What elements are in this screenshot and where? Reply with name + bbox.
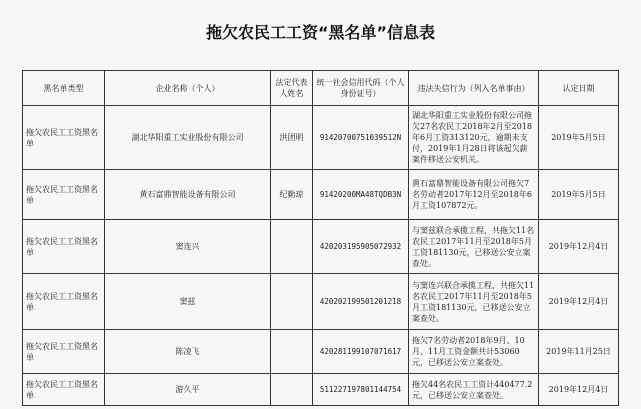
cell-legal-rep: [271, 330, 313, 374]
header-reason: 违法失信行为（列入名单事由）: [409, 71, 539, 106]
cell-type: 拖欠农民工工资黑名单: [23, 330, 105, 374]
table-row: [23, 106, 619, 170]
cell-legal-rep: 洪团明: [271, 106, 313, 170]
header-company: 企业名称（个人）: [105, 71, 271, 106]
cell-credit-code: 91420700751039512N: [313, 106, 409, 170]
header-date: 认定日期: [539, 71, 619, 106]
cell-reason: 与窦兹联合承揽工程，共拖欠11名农民工2017年11月至2018年5月工资181130元，已移送公安立案查处。: [409, 220, 539, 274]
table-row: [23, 330, 619, 374]
cell-date: 2019年12月4日: [539, 274, 619, 330]
cell-company: 黄石富鼎智能设备有限公司: [105, 170, 271, 220]
cell-reason: 湖北华阳重工实业股份有限公司拖欠27名农民工2018年2月至2018年6月工资313120元，逾期未支付，2019年1月28日将该起欠薪案件移送公安机关。: [409, 106, 539, 170]
cell-reason: 黄石富鼎智能设备有限公司拖欠7名劳动者2017年12月至2018年6月工资107872元。: [409, 170, 539, 220]
cell-legal-rep: [271, 374, 313, 406]
cell-type: 拖欠农民工工资黑名单: [23, 374, 105, 406]
cell-credit-code: 511227197801144754: [313, 374, 409, 406]
header-credit-code: 统一社会信用代码（个人身份证号）: [313, 71, 409, 106]
cell-type: 拖欠农民工工资黑名单: [23, 220, 105, 274]
cell-date: 2019年11月25日: [539, 330, 619, 374]
cell-legal-rep: [271, 274, 313, 330]
table-row: [23, 220, 619, 274]
cell-type: 拖欠农民工工资黑名单: [23, 106, 105, 170]
cell-credit-code: 420202199501201218: [313, 274, 409, 330]
cell-company: 湖北华阳重工实业股份有限公司: [105, 106, 271, 170]
cell-legal-rep: [271, 220, 313, 274]
cell-reason: 拖欠7名劳动者2018年9月、10月、11月工资金额共计53060元，已移送公安立案查处。: [409, 330, 539, 374]
cell-company: 陈凌飞: [105, 330, 271, 374]
cell-type: 拖欠农民工工资黑名单: [23, 274, 105, 330]
cell-reason: 拖欠44名农民工工资计440477.2元，已移送公安立案查处。: [409, 374, 539, 406]
cell-type: 拖欠农民工工资黑名单: [23, 170, 105, 220]
cell-company: 窦连兴: [105, 220, 271, 274]
cell-company: 游久平: [105, 374, 271, 406]
table-row: [23, 170, 619, 220]
table-row: [23, 274, 619, 330]
header-type: 黑名单类型: [23, 71, 105, 106]
blacklist-table: [22, 70, 619, 406]
page-title: 拖欠农民工工资“黑名单”信息表: [205, 23, 436, 42]
cell-credit-code: 91420200MA48TQDB3N: [313, 170, 409, 220]
cell-legal-rep: 纪勤琼: [271, 170, 313, 220]
header-legal-rep: 法定代表人姓名: [271, 71, 313, 106]
cell-credit-code: 420281199107071617: [313, 330, 409, 374]
cell-date: 2019年12月4日: [539, 374, 619, 406]
cell-reason: 与窦连兴联合承揽工程，共拖欠11名农民工2017年11月至2018年5月工资181130元，已移送公安立案查处。: [409, 274, 539, 330]
cell-date: 2019年5月5日: [539, 106, 619, 170]
cell-company: 窦兹: [105, 274, 271, 330]
header-row: [23, 71, 619, 106]
cell-date: 2019年12月4日: [539, 220, 619, 274]
table-row: [23, 374, 619, 406]
cell-credit-code: 420203195905072932: [313, 220, 409, 274]
cell-date: 2019年5月5日: [539, 170, 619, 220]
